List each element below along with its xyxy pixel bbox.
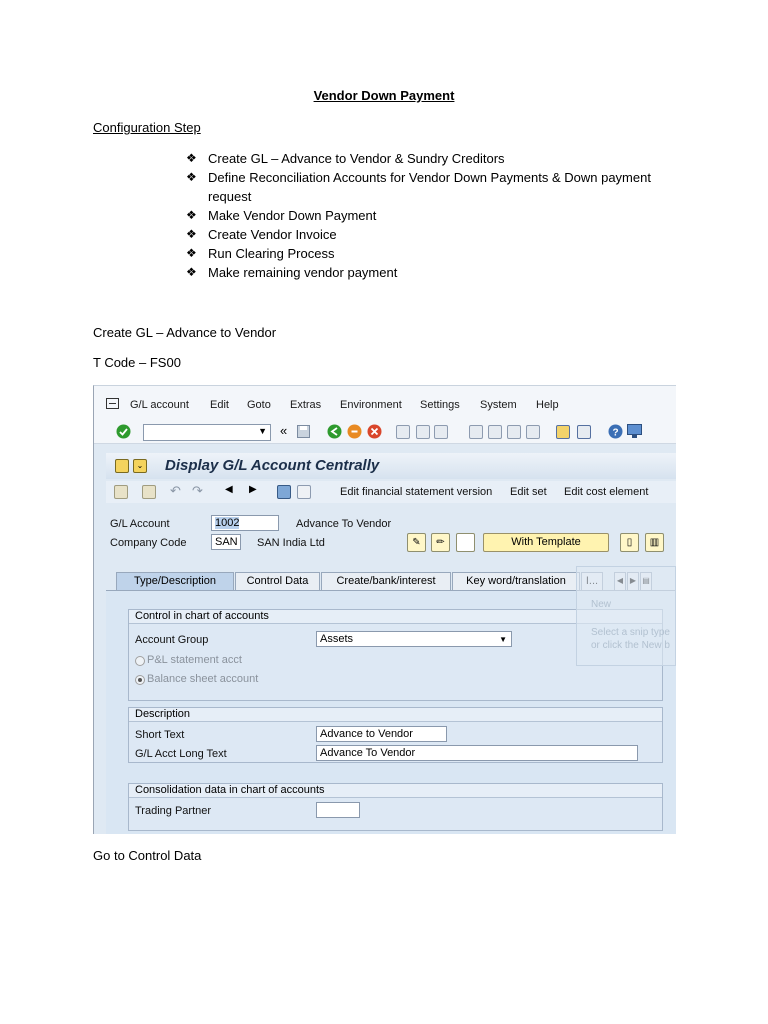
account-group-label: Account Group [135,634,209,646]
switch-display-change-icon[interactable] [114,485,128,499]
chevron-down-icon[interactable]: ▼ [499,635,507,644]
snipping-tool-overlay [576,566,676,666]
tab-type-description[interactable]: Type/Description [116,572,234,590]
tab-key-word-translation[interactable]: Key word/translation [452,572,580,590]
radio-pl-label: P&L statement acct [147,654,242,666]
short-text-label: Short Text [135,729,185,741]
edit-cost-element-button[interactable]: Edit cost element [564,486,649,498]
menu-bar [94,386,676,420]
tcode-text: T Code – FS00 [93,355,181,370]
enter-check-icon[interactable] [116,424,131,439]
tab-create-bank-interest[interactable]: Create/bank/interest [321,572,451,590]
sap-screenshot [93,385,676,834]
menu-environment[interactable]: Environment [340,399,402,411]
company-code-field[interactable]: SAN [211,534,241,550]
list-item: ❖ Run Clearing Process [186,246,335,261]
display-change-icon[interactable]: ✎ [407,533,426,552]
lock-icon[interactable]: ▯ [620,533,639,552]
radio-bs-label: Balance sheet account [147,673,259,685]
bullet-icon: ❖ [186,208,197,222]
edit-fs-version-button[interactable]: Edit financial statement version [340,486,493,498]
account-group-select[interactable]: Assets ▼ [316,631,512,647]
menu-goto[interactable]: Goto [247,399,271,411]
screen-title-bar [106,453,676,479]
bullet-icon: ❖ [186,151,197,165]
document-title: Vendor Down Payment [313,88,455,103]
last-page-icon[interactable] [526,425,540,439]
find-icon[interactable] [416,425,430,439]
edit-set-button[interactable]: Edit set [510,486,547,498]
bullet-icon: ❖ [186,265,197,279]
list-item: ❖ Create GL – Advance to Vendor & Sundry Creditors [186,151,505,166]
transaction-icon[interactable] [115,459,129,473]
create-icon[interactable] [456,533,475,552]
company-code-label: Company Code [110,537,187,549]
snip-hint-2: or click the New b [591,640,670,651]
find-next-icon[interactable] [434,425,448,439]
chevron-down-icon[interactable]: ▼ [258,426,267,436]
menu-gl-account[interactable]: G/L account [130,399,189,411]
svg-text:?: ? [612,427,619,439]
tab-control-data[interactable]: Control Data [235,572,320,590]
help-icon[interactable] [608,424,623,439]
section-heading: Create GL – Advance to Vendor [93,325,277,340]
account-list-icon[interactable] [277,485,291,499]
short-text-field[interactable]: Advance to Vendor [316,726,447,742]
menu-icon[interactable] [106,398,119,409]
other-account-icon[interactable] [142,485,156,499]
next-page-icon[interactable] [507,425,521,439]
cancel-icon[interactable] [367,424,382,439]
back-icon[interactable] [327,424,342,439]
gl-account-field[interactable]: 1002 [211,515,279,531]
list-item: ❖ Create Vendor Invoice [186,227,337,242]
previous-icon[interactable]: ◀ [225,484,233,495]
command-field[interactable] [143,424,271,441]
list-item: ❖ Define Reconciliation Accounts for Vendor Down Payments & Down payment request [186,170,651,204]
exit-icon[interactable] [347,424,362,439]
snip-hint-1: Select a snip type [591,627,670,638]
footer-instruction: Go to Control Data [93,848,202,863]
list-item: ❖ Make Vendor Down Payment [186,208,377,223]
application-toolbar [106,481,676,503]
long-text-field[interactable]: Advance To Vendor [316,745,638,761]
list-item: ❖ Make remaining vendor payment [186,265,398,280]
company-code-description: SAN India Ltd [257,537,325,549]
collapse-icon[interactable]: « [280,423,288,438]
new-session-icon[interactable] [556,425,570,439]
description-group [128,707,663,763]
pencil-icon[interactable]: ✏ [431,533,450,552]
layout-menu-icon[interactable] [627,424,643,439]
next-icon[interactable]: ▶ [249,484,257,495]
menu-help[interactable]: Help [536,399,559,411]
group-title: Consolidation data in chart of accounts [129,784,662,798]
copy-icon[interactable] [297,485,311,499]
configuration-step-heading: Configuration Step [93,120,201,135]
snip-new-label: New [591,599,612,610]
radio-pl-statement[interactable] [135,656,145,666]
first-page-icon[interactable] [469,425,483,439]
consolidation-group [128,783,663,831]
group-title: Description [129,708,662,722]
page-title: Display G/L Account Centrally [165,457,380,474]
menu-edit[interactable]: Edit [210,399,229,411]
configuration-steps-list [186,149,666,282]
delete-icon[interactable]: ▥ [645,533,664,552]
bullet-icon: ❖ [186,246,197,260]
trading-partner-label: Trading Partner [135,805,212,817]
with-template-button[interactable]: With Template [483,533,609,552]
print-icon[interactable] [396,425,410,439]
dropdown-arrow-icon[interactable]: ⌄ [133,459,147,473]
radio-balance-sheet[interactable] [135,675,145,685]
bullet-icon: ❖ [186,170,197,184]
menu-extras[interactable]: Extras [290,399,322,411]
previous-page-icon[interactable] [488,425,502,439]
bullet-icon: ❖ [186,227,197,241]
gl-account-label: G/L Account [110,518,170,530]
undo-icon[interactable]: ↶ [170,483,181,498]
trading-partner-field[interactable] [316,802,360,818]
group-title: Control in chart of accounts [129,610,662,624]
redo-icon[interactable]: ↷ [192,483,203,498]
menu-system[interactable]: System [480,399,517,411]
menu-settings[interactable]: Settings [420,399,460,411]
standard-toolbar [94,420,676,444]
create-shortcut-icon[interactable] [577,425,591,439]
save-icon[interactable] [297,425,310,438]
gl-account-description: Advance To Vendor [296,518,392,530]
long-text-label: G/L Acct Long Text [135,748,227,760]
